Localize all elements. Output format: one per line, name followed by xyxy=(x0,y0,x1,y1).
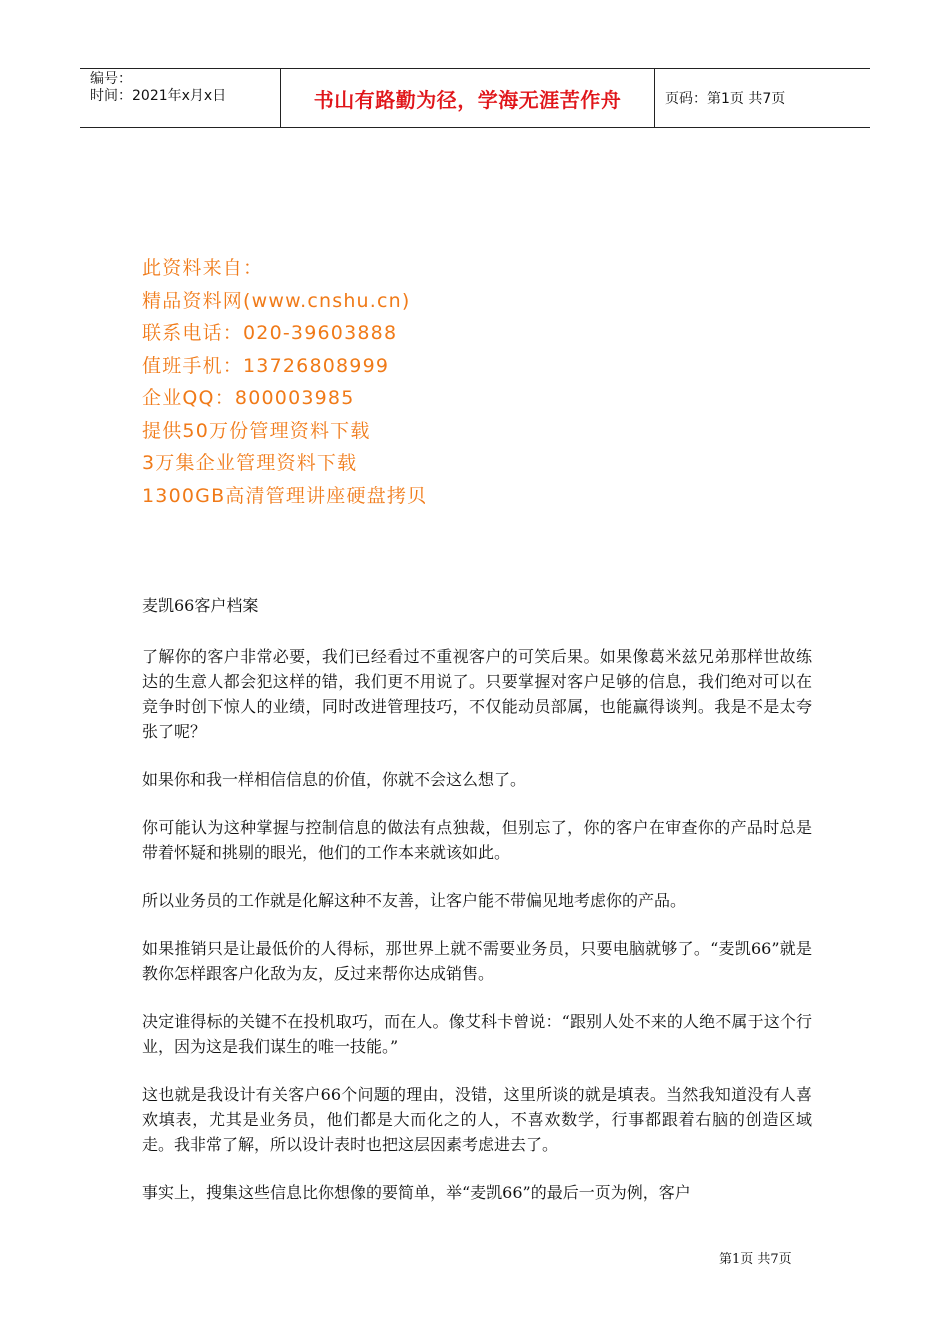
document-date-label: 时间：2021年x月x日 xyxy=(90,88,227,104)
document-number-label: 编号： xyxy=(90,71,132,87)
article-title: 麦凯66客户档案 xyxy=(142,596,259,615)
article-paragraph: 了解你的客户非常必要，我们已经看过不重视客户的可笑后果。如果像葛米兹兄弟那样世故练达的生意人都会犯这样的错，我们更不用说了。只要掌握对客户足够的信息，我们绝对可以在竞争时创下惊人的业绩，同时改进管理技巧，不仅能动员部属，也能赢得谈判。我是不是太夸张了呢？ xyxy=(142,647,812,741)
article-body xyxy=(142,593,812,1228)
ad-line: 联系电话：020-39603888 xyxy=(142,322,398,344)
ad-line: 值班手机：13726808999 xyxy=(142,354,390,377)
header-page-info: 页码：第1页 共7页 xyxy=(665,91,786,107)
ad-line: 3万集企业管理资料下载 xyxy=(142,452,358,474)
article-paragraph: 所以业务员的工作就是化解这种不友善，让客户能不带偏见地考虑你的产品。 xyxy=(142,891,687,910)
article-paragraph: 你可能认为这种掌握与控制信息的做法有点独裁，但别忘了，你的客户在审查你的产品时总是带着怀疑和挑剔的眼光，他们的工作本来就该如此。 xyxy=(142,818,812,862)
ad-line: 提供50万份管理资料下载 xyxy=(142,419,371,442)
page-footer: 第1页 共7页 xyxy=(719,1252,792,1267)
ad-line: 1300GB高清管理讲座硬盘拷贝 xyxy=(142,484,428,507)
article-paragraph: 如果推销只是让最低价的人得标，那世界上就不需要业务员，只要电脑就够了。“麦凯66”就是教你怎样跟客户化敌为友，反过来帮你达成销售。 xyxy=(142,939,812,983)
ad-line: 此资料来自： xyxy=(142,257,264,279)
header-meta-cell xyxy=(80,69,281,127)
source-advertisement-block xyxy=(142,252,702,512)
ad-line: 企业QQ：800003985 xyxy=(142,387,355,409)
article-paragraph: 决定谁得标的关键不在投机取巧，而在人。像艾科卡曾说：“跟别人处不来的人绝不属于这个行业，因为这是我们谋生的唯一技能。” xyxy=(142,1012,812,1056)
article-paragraph: 事实上，搜集这些信息比你想像的要简单，举“麦凯66”的最后一页为例，客户 xyxy=(142,1183,691,1202)
article-paragraph: 这也就是我设计有关客户66个问题的理由，没错，这里所谈的就是填表。当然我知道没有人喜欢填表，尤其是业务员，他们都是大而化之的人，不喜欢数学，行事都跟着右脑的创造区域走。我非常了解，所以设计表时也把这层因素考虑进去了。 xyxy=(142,1085,812,1154)
page-header xyxy=(80,68,870,128)
article-paragraph: 如果你和我一样相信信息的价值，你就不会这么想了。 xyxy=(142,770,527,789)
header-motto: 书山有路勤为径，学海无涯苦作舟 xyxy=(281,69,655,127)
ad-line: 精品资料网(www.cnshu.cn) xyxy=(142,289,411,312)
